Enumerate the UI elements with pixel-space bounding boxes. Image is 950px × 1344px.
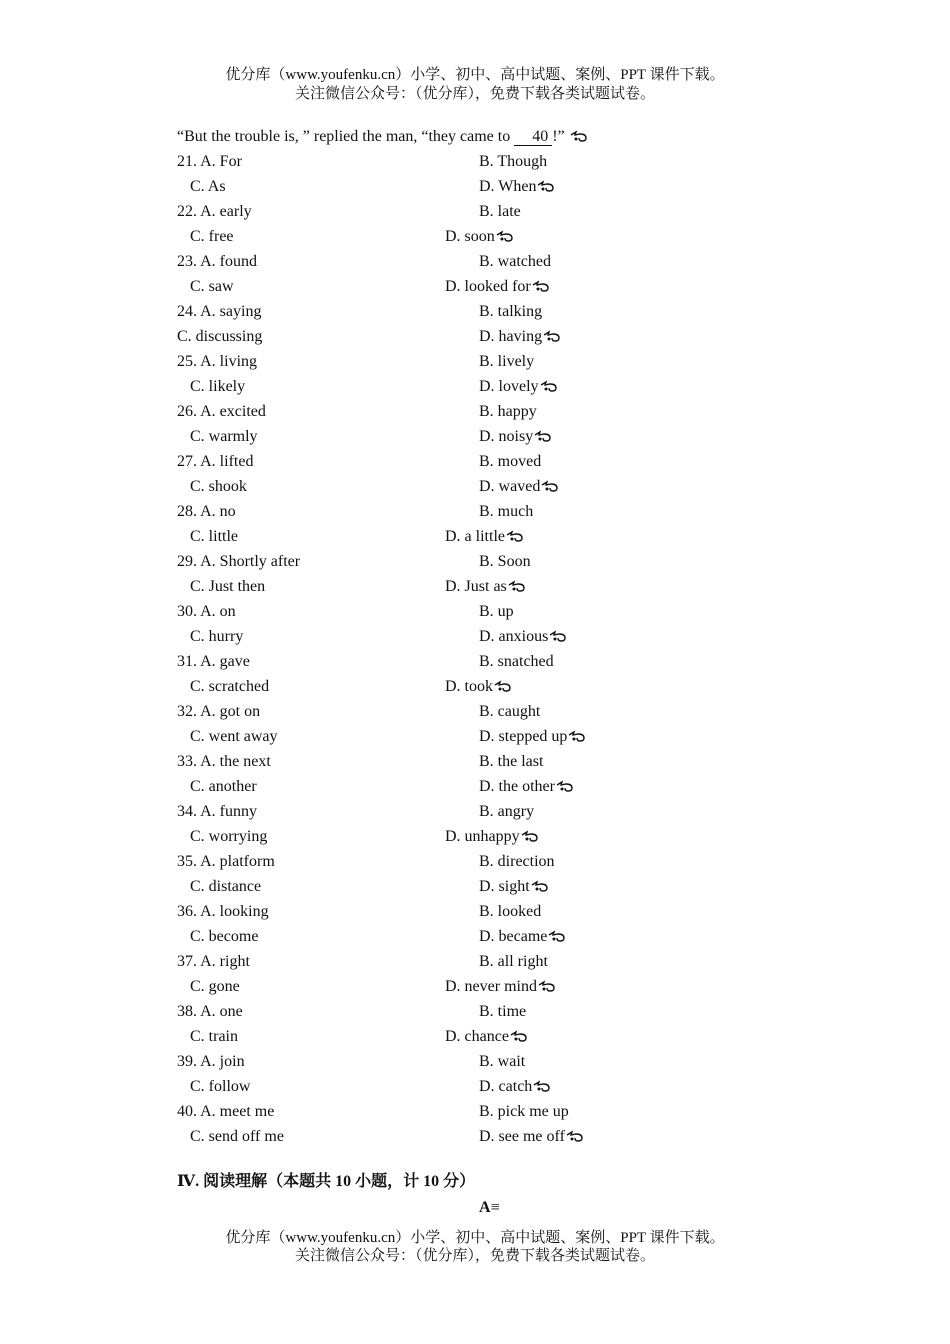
return-mark-icon bbox=[538, 980, 556, 992]
option-c: C. went away bbox=[190, 728, 278, 745]
option-d-text: D. see me off bbox=[479, 1128, 565, 1145]
option-d bbox=[445, 827, 539, 847]
return-mark-icon bbox=[494, 680, 512, 692]
option-d-text: D. catch bbox=[479, 1078, 533, 1095]
option-b: B. pick me up bbox=[479, 1103, 569, 1120]
option-d-text: D. soon bbox=[445, 228, 495, 245]
header-bottom-line1: 优分库（www.youfenku.cn）小学、初中、高中试题、案例、PPT 课件下载。 bbox=[225, 1230, 725, 1246]
return-mark-icon bbox=[541, 480, 559, 492]
return-mark-icon bbox=[506, 530, 524, 542]
option-a: 32. A. got on bbox=[177, 703, 261, 720]
option-d-text: D. stepped up bbox=[479, 728, 568, 745]
header-bottom-line2: 关注微信公众号：（优分库），免费下载各类试题试卷。 bbox=[294, 1248, 655, 1264]
option-d-text: D. lovely bbox=[479, 378, 539, 395]
return-mark-icon bbox=[549, 630, 567, 642]
option-b: B. talking bbox=[479, 303, 543, 320]
option-b: B. angry bbox=[479, 803, 535, 820]
option-d-text: D. sight bbox=[479, 878, 530, 895]
option-d-text: D. chance bbox=[445, 1028, 509, 1045]
option-b: B. all right bbox=[479, 953, 548, 970]
option-c: C. free bbox=[190, 228, 234, 245]
return-mark-icon bbox=[543, 330, 561, 342]
section-subtitle: A≡ bbox=[479, 1199, 500, 1216]
option-b: B. late bbox=[479, 203, 521, 220]
option-c: C. As bbox=[190, 178, 226, 195]
option-b: B. Though bbox=[479, 153, 548, 170]
option-d bbox=[479, 327, 561, 347]
option-b: B. much bbox=[479, 503, 534, 520]
return-mark-icon bbox=[521, 830, 539, 842]
option-d bbox=[445, 527, 524, 547]
option-a: 34. A. funny bbox=[177, 803, 257, 820]
return-mark-icon bbox=[533, 1080, 551, 1092]
return-mark-icon bbox=[540, 380, 558, 392]
option-a: 25. A. living bbox=[177, 353, 258, 370]
option-d bbox=[445, 277, 550, 297]
intro-end: !” bbox=[552, 128, 565, 145]
option-a: 40. A. meet me bbox=[177, 1103, 275, 1120]
option-d-text: D. took bbox=[445, 678, 493, 695]
option-a: 31. A. gave bbox=[177, 653, 250, 670]
option-d bbox=[479, 427, 552, 447]
option-a: 30. A. on bbox=[177, 603, 236, 620]
option-b: B. time bbox=[479, 1003, 527, 1020]
option-d bbox=[445, 577, 526, 597]
option-d bbox=[479, 877, 549, 897]
option-d bbox=[479, 777, 574, 797]
option-a: 38. A. one bbox=[177, 1003, 243, 1020]
option-d-text: D. looked for bbox=[445, 278, 531, 295]
return-mark-icon bbox=[537, 180, 555, 192]
option-d-text: D. Just as bbox=[445, 578, 507, 595]
option-d-text: D. When bbox=[479, 178, 537, 195]
option-a: 24. A. saying bbox=[177, 303, 262, 320]
option-d-text: D. having bbox=[479, 328, 543, 345]
option-c: C. become bbox=[190, 928, 259, 945]
option-c: C. scratched bbox=[190, 678, 270, 695]
option-a: 22. A. early bbox=[177, 203, 252, 220]
option-a: 28. A. no bbox=[177, 503, 236, 520]
option-c: C. Just then bbox=[190, 578, 266, 595]
header-top-line1: 优分库（www.youfenku.cn）小学、初中、高中试题、案例、PPT 课件下载。 bbox=[225, 67, 725, 83]
option-b: B. wait bbox=[479, 1053, 526, 1070]
option-d-text: D. noisy bbox=[479, 428, 534, 445]
section-title: Ⅳ. 阅读理解（本题共 10 小题，计 10 分） bbox=[177, 1173, 476, 1190]
option-c: C. warmly bbox=[190, 428, 258, 445]
option-d-text: D. waved bbox=[479, 478, 541, 495]
option-a: 21. A. For bbox=[177, 153, 242, 170]
option-d bbox=[479, 627, 567, 647]
option-c: C. likely bbox=[190, 378, 246, 395]
option-d bbox=[479, 1127, 584, 1147]
option-d bbox=[479, 1077, 551, 1097]
return-mark-icon bbox=[570, 130, 588, 142]
return-mark-icon bbox=[508, 580, 526, 592]
option-d bbox=[445, 977, 556, 997]
option-a: 29. A. Shortly after bbox=[177, 553, 301, 570]
option-c: C. train bbox=[190, 1028, 238, 1045]
option-c: C. little bbox=[190, 528, 238, 545]
option-d bbox=[445, 1027, 528, 1047]
option-d bbox=[445, 227, 514, 247]
return-mark-icon bbox=[548, 930, 566, 942]
option-a: 27. A. lifted bbox=[177, 453, 254, 470]
option-c: C. follow bbox=[190, 1078, 251, 1095]
blank-40: 40 bbox=[514, 129, 552, 146]
option-d-text: D. the other bbox=[479, 778, 555, 795]
option-b: B. Soon bbox=[479, 553, 531, 570]
return-mark-icon bbox=[568, 730, 586, 742]
option-c: C. shook bbox=[190, 478, 247, 495]
option-c: C. another bbox=[190, 778, 257, 795]
option-d bbox=[479, 727, 586, 747]
return-mark-icon bbox=[531, 880, 549, 892]
option-a: 35. A. platform bbox=[177, 853, 275, 870]
option-c: C. gone bbox=[190, 978, 240, 995]
option-c: C. distance bbox=[190, 878, 262, 895]
option-c: C. saw bbox=[190, 278, 234, 295]
option-c: C. worrying bbox=[190, 828, 268, 845]
option-d-text: D. a little bbox=[445, 528, 505, 545]
option-d bbox=[479, 377, 558, 397]
option-c: C. hurry bbox=[190, 628, 244, 645]
option-d bbox=[479, 927, 566, 947]
option-b: B. moved bbox=[479, 453, 542, 470]
return-mark-icon bbox=[532, 280, 550, 292]
option-d-text: D. never mind bbox=[445, 978, 537, 995]
option-c: C. discussing bbox=[177, 328, 263, 345]
return-mark-icon bbox=[534, 430, 552, 442]
option-d-text: D. became bbox=[479, 928, 548, 945]
return-mark-icon bbox=[566, 1130, 584, 1142]
option-a: 39. A. join bbox=[177, 1053, 245, 1070]
return-mark-icon bbox=[496, 230, 514, 242]
option-d bbox=[479, 477, 559, 497]
option-b: B. direction bbox=[479, 853, 555, 870]
option-d bbox=[445, 677, 512, 697]
intro-text: “But the trouble is, ” replied the man, “they came to bbox=[177, 128, 511, 145]
intro-sentence bbox=[177, 127, 588, 147]
option-b: B. lively bbox=[479, 353, 535, 370]
option-b: B. the last bbox=[479, 753, 544, 770]
option-a: 23. A. found bbox=[177, 253, 257, 270]
return-mark-icon bbox=[556, 780, 574, 792]
option-b: B. happy bbox=[479, 403, 537, 420]
option-b: B. up bbox=[479, 603, 514, 620]
option-a: 37. A. right bbox=[177, 953, 250, 970]
option-b: B. snatched bbox=[479, 653, 554, 670]
option-a: 36. A. looking bbox=[177, 903, 269, 920]
option-c: C. send off me bbox=[190, 1128, 284, 1145]
option-a: 33. A. the next bbox=[177, 753, 271, 770]
option-b: B. caught bbox=[479, 703, 541, 720]
option-d-text: D. unhappy bbox=[445, 828, 520, 845]
option-a: 26. A. excited bbox=[177, 403, 266, 420]
option-b: B. looked bbox=[479, 903, 542, 920]
option-d bbox=[479, 177, 555, 197]
return-mark-icon bbox=[510, 1030, 528, 1042]
header-top-line2: 关注微信公众号：（优分库），免费下载各类试题试卷。 bbox=[294, 86, 655, 102]
option-b: B. watched bbox=[479, 253, 551, 270]
option-d-text: D. anxious bbox=[479, 628, 549, 645]
